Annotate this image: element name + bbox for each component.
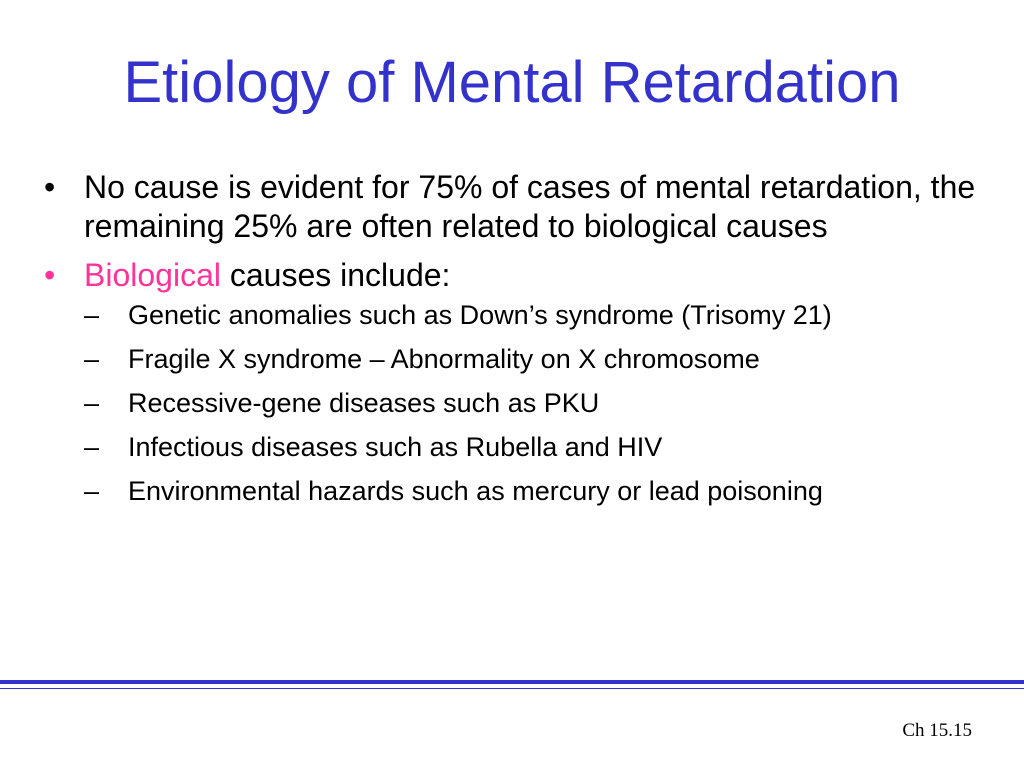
sub-bullet-marker: – <box>84 432 100 462</box>
sub-bullet-item <box>84 299 1004 332</box>
sub-bullet-text: Infectious diseases such as Rubella and HIV <box>128 432 663 462</box>
sub-bullet-text: Genetic anomalies such as Down’s syndrome (Trisomy 21) <box>128 300 832 330</box>
bullet-text: causes include: <box>220 257 451 293</box>
bullet-item <box>44 256 1004 508</box>
sub-bullet-item <box>84 475 1004 508</box>
sub-bullet-marker: – <box>84 300 100 330</box>
footer-divider-thick <box>0 680 1024 684</box>
sub-bullet-text: Fragile X syndrome – Abnormality on X chromosome <box>128 344 760 374</box>
sub-bullet-marker: – <box>84 388 100 418</box>
sub-bullet-list <box>84 299 1004 508</box>
slide-title: Etiology of Mental Retardation <box>123 50 901 115</box>
bullet-highlight-text: Biological <box>84 257 221 293</box>
bullet-marker: • <box>44 169 56 205</box>
bullet-item <box>44 168 1004 246</box>
bullet-text: No cause is evident for 75% of cases of mental retardation, the remaining 25% are often related to biological causes <box>84 169 976 244</box>
sub-bullet-marker: – <box>84 344 100 374</box>
bullet-marker: • <box>44 257 56 293</box>
slide-number: Ch 15.15 <box>902 720 972 741</box>
sub-bullet-marker: – <box>84 476 100 506</box>
sub-bullet-item <box>84 387 1004 420</box>
sub-bullet-item <box>84 431 1004 464</box>
footer-divider-thin <box>0 688 1024 689</box>
sub-bullet-text: Environmental hazards such as mercury or lead poisoning <box>128 476 823 506</box>
sub-bullet-text: Recessive-gene diseases such as PKU <box>128 388 600 418</box>
sub-bullet-item <box>84 343 1004 376</box>
bullet-list <box>44 168 1004 519</box>
